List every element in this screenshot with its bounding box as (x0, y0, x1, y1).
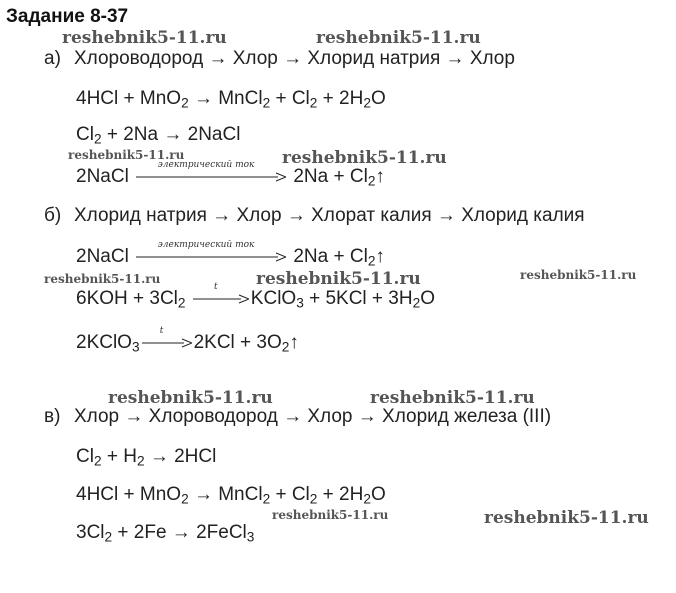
part-v-letter: в) (44, 406, 61, 427)
condition-label: t (159, 325, 164, 336)
task-title: Задание 8-37 (6, 6, 129, 27)
condition-label: электрический ток (157, 239, 255, 250)
watermark: reshebnik5-11.ru (68, 148, 185, 162)
condition-label: t (213, 281, 218, 292)
watermark: reshebnik5-11.ru (370, 388, 535, 408)
reaction-arrow (142, 325, 192, 348)
part-a-letter: а) (44, 48, 61, 69)
watermark: reshebnik5-11.ru (256, 269, 421, 289)
part-a-chain-text: Хлороводород → Хлор → Хлорид натрия → Хлор (74, 48, 515, 69)
watermark: reshebnik5-11.ru (272, 508, 389, 522)
part-b-letter: б) (44, 205, 62, 226)
part-v-chain (44, 406, 551, 428)
watermark: reshebnik5-11.ru (484, 508, 649, 528)
part-v-chain-text: Хлор → Хлороводород → Хлор → Хлорид железа (III) (74, 406, 552, 427)
reaction-arrow (136, 159, 286, 182)
equation: 4HCl + MnO$_2$ → MnCl$_2$ + $Cl_2 + 2H_2O$ (76, 484, 386, 507)
part-b-chain (44, 205, 585, 227)
watermark: reshebnik5-11.ru (316, 28, 481, 48)
watermark: reshebnik5-11.ru (62, 28, 227, 48)
reaction-arrow (193, 281, 249, 304)
condition-label: электрический ток (157, 159, 255, 170)
part-b-chain-text: Хлорид натрия → Хлор → Хлорат калия → Хлорид калия (74, 205, 585, 226)
equation: $Cl_2 + 2Na$ → 2NaCl (76, 124, 241, 147)
equation: 2NaCl электрический ток $2Na + Cl_2↑$ (76, 239, 385, 269)
reaction-arrow (136, 239, 286, 262)
watermark: reshebnik5-11.ru (520, 268, 637, 282)
equation: $3Cl_2 + 2Fe$ → 2FeCl$_3$ (76, 522, 255, 545)
equation: 2NaCl электрический ток $2Na + Cl_2↑$ (76, 159, 385, 189)
watermark: reshebnik5-11.ru (282, 148, 447, 168)
watermark: reshebnik5-11.ru (44, 272, 161, 286)
watermark: reshebnik5-11.ru (108, 388, 273, 408)
equation: 2KClO$_3$ t $2KCl + 3O_2↑$ (76, 325, 299, 355)
equation: $Cl_2 + H_2 \to 2HCl$ (76, 446, 217, 469)
equation: $6KOH + 3Cl_2$ t KClO$_3$ + $5KCl + 3H_2O$ (76, 281, 435, 311)
part-a-chain (44, 48, 515, 70)
equation: 4HCl + MnO$_2$ → MnCl$_2$ + $Cl_2 + 2H_2O$ (76, 88, 386, 111)
